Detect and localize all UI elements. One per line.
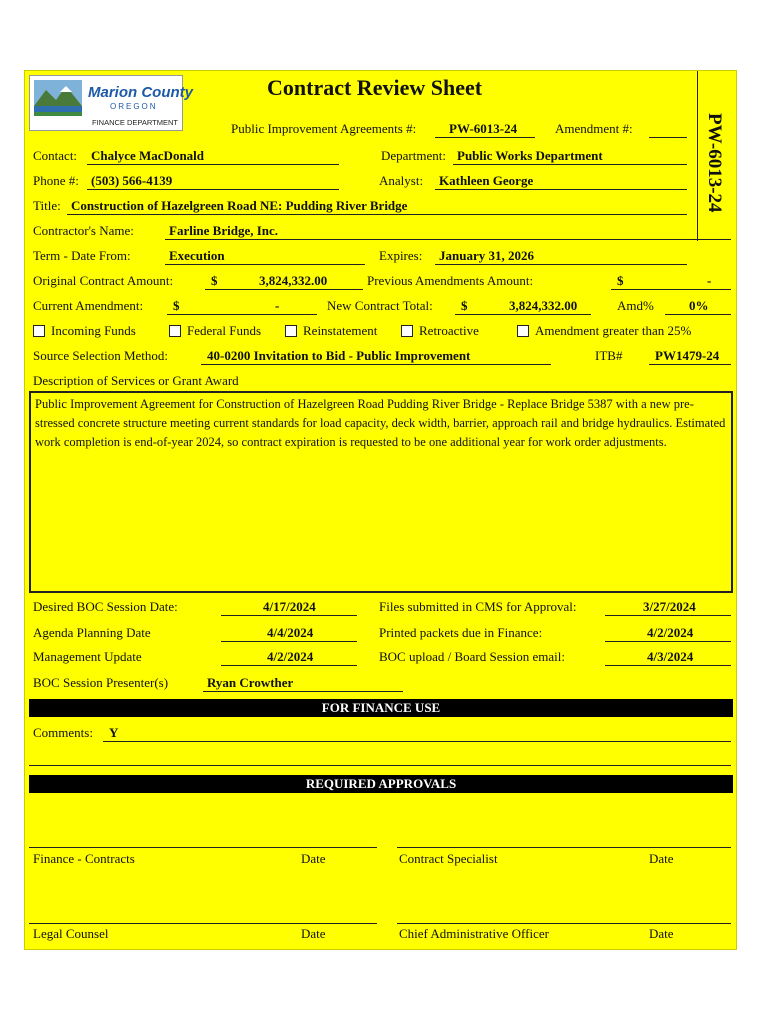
presenter-value: Ryan Crowther <box>207 675 294 690</box>
side-divider <box>697 71 699 241</box>
federal-funds-label: Federal Funds <box>187 323 262 338</box>
retroactive-label: Retroactive <box>419 323 479 338</box>
incoming-funds-label: Incoming Funds <box>51 323 136 338</box>
marion-county-logo <box>29 75 193 131</box>
comments-label: Comments: <box>33 725 93 740</box>
mgmt-label: Management Update <box>33 649 142 664</box>
contract-review-sheet <box>24 70 737 950</box>
cms-value: 3/27/2024 <box>643 599 696 614</box>
title-label: Title: <box>33 198 61 213</box>
orig-amount-label: Original Contract Amount: <box>33 273 174 288</box>
contractor-value: Farline Bridge, Inc. <box>169 223 279 238</box>
analyst-label: Analyst: <box>379 173 424 188</box>
current-currency: $ <box>173 298 180 313</box>
term-label: Term - Date From: <box>33 248 131 263</box>
required-approvals-bar: REQUIRED APPROVALS <box>29 775 733 793</box>
orig-amount-value: 3,824,332.00 <box>259 273 328 288</box>
finance-use-bar: FOR FINANCE USE <box>29 699 733 717</box>
logo-dept: FINANCE DEPARTMENT <box>92 118 178 127</box>
expires-value: January 31, 2026 <box>439 248 534 263</box>
printed-value: 4/2/2024 <box>647 625 694 640</box>
title-value: Construction of Hazelgreen Road NE: Pudding River Bridge <box>71 198 408 213</box>
boc-date-label: Desired BOC Session Date: <box>33 599 178 614</box>
comments-underline <box>103 741 731 742</box>
term-value: Execution <box>169 248 225 263</box>
legal-counsel-label: Legal Counsel <box>33 926 109 941</box>
phone-label: Phone #: <box>33 173 79 188</box>
mgmt-value: 4/2/2024 <box>267 649 314 664</box>
side-contract-id: PW-6013-24 <box>704 113 725 213</box>
cao-date-label: Date <box>649 926 674 941</box>
agenda-underline <box>221 641 357 642</box>
phone-underline <box>87 189 339 190</box>
logo-state: OREGON <box>110 102 158 111</box>
analyst-underline <box>435 189 687 190</box>
legal-date-label: Date <box>301 926 326 941</box>
agenda-label: Agenda Planning Date <box>33 625 151 640</box>
source-selection-label: Source Selection Method: <box>33 348 169 363</box>
amd-percent-value: 0% <box>689 298 709 313</box>
amendment-over-25-label: Amendment greater than 25% <box>535 323 692 338</box>
analyst-value: Kathleen George <box>439 173 534 188</box>
prev-amend-value: - <box>707 273 712 288</box>
reinstatement-label: Reinstatement <box>303 323 378 338</box>
upload-label: BOC upload / Board Session email: <box>379 649 565 664</box>
comments-value: Y <box>109 725 119 740</box>
new-total-underline <box>455 314 591 315</box>
amd-percent-label: Amd% <box>617 298 654 313</box>
printed-label: Printed packets due in Finance: <box>379 625 543 640</box>
department-underline <box>453 164 687 165</box>
specialist-date-label: Date <box>649 851 674 866</box>
current-amend-label: Current Amendment: <box>33 298 144 313</box>
description-label: Description of Services or Grant Award <box>33 373 239 388</box>
pia-underline <box>435 137 535 138</box>
boc-date-value: 4/17/2024 <box>263 599 316 614</box>
specialist-sign-line <box>397 847 731 848</box>
legal-sign-line <box>29 923 377 924</box>
new-total-value: 3,824,332.00 <box>509 298 578 313</box>
contractor-label: Contractor's Name: <box>33 223 134 238</box>
current-amend-value: - <box>275 298 280 313</box>
amendment-label: Amendment #: <box>555 121 633 136</box>
department-label: Department: <box>381 148 446 163</box>
mgmt-underline <box>221 665 357 666</box>
finance-date-label: Date <box>301 851 326 866</box>
new-total-currency: $ <box>461 298 468 313</box>
itb-underline <box>649 364 731 365</box>
pia-label: Public Improvement Agreements #: <box>231 121 417 136</box>
comments-underline-2 <box>29 765 731 766</box>
logo-name: Marion County <box>88 84 193 101</box>
cao-sign-line <box>397 923 731 924</box>
cms-label: Files submitted in CMS for Approval: <box>379 599 577 614</box>
contact-value: Chalyce MacDonald <box>91 148 205 163</box>
cms-underline <box>605 615 731 616</box>
phone-value: (503) 566-4139 <box>91 173 173 188</box>
finance-sign-line <box>29 847 377 848</box>
presenter-underline <box>203 691 403 692</box>
agenda-value: 4/4/2024 <box>267 625 314 640</box>
amendment-over-25-checkbox[interactable] <box>517 325 529 337</box>
retroactive-checkbox[interactable] <box>401 325 413 337</box>
description-text: Public Improvement Agreement for Construction of Hazelgreen Road Pudding River Bridge - Replace Bridge 5387 with a new pre-stressed concrete structure meeting current standards for load capacity, deck width, barrier, approach rail and bridge hydraulics. Estimated work completion is end-of-year 2024, so contract expiration is requested to be one additional year for work order adjustments. <box>29 391 733 593</box>
expires-label: Expires: <box>379 248 423 263</box>
itb-label: ITB# <box>595 348 623 363</box>
term-underline <box>165 264 365 265</box>
upload-underline <box>605 665 731 666</box>
prev-amend-label: Previous Amendments Amount: <box>367 273 534 288</box>
title-underline <box>67 214 687 215</box>
amendment-underline <box>649 137 687 138</box>
orig-currency: $ <box>211 273 218 288</box>
federal-funds-checkbox[interactable] <box>169 325 181 337</box>
pia-value: PW-6013-24 <box>449 121 518 136</box>
boc-date-underline <box>221 615 357 616</box>
source-underline <box>201 364 551 365</box>
incoming-funds-checkbox[interactable] <box>33 325 45 337</box>
presenter-label: BOC Session Presenter(s) <box>33 675 169 690</box>
page-title: Contract Review Sheet <box>267 75 483 100</box>
contract-specialist-label: Contract Specialist <box>399 851 498 866</box>
current-underline <box>167 314 317 315</box>
department-value: Public Works Department <box>457 148 603 163</box>
prev-underline <box>611 289 731 290</box>
cao-label: Chief Administrative Officer <box>399 926 549 941</box>
reinstatement-checkbox[interactable] <box>285 325 297 337</box>
printed-underline <box>605 641 731 642</box>
new-total-label: New Contract Total: <box>327 298 433 313</box>
contact-label: Contact: <box>33 148 78 163</box>
source-selection-value: 40-0200 Invitation to Bid - Public Improvement <box>207 348 471 363</box>
contact-underline <box>87 164 339 165</box>
amd-underline <box>665 314 731 315</box>
upload-value: 4/3/2024 <box>647 649 694 664</box>
finance-contracts-label: Finance - Contracts <box>33 851 135 866</box>
itb-value: PW1479-24 <box>655 348 720 363</box>
prev-currency: $ <box>617 273 624 288</box>
contractor-underline <box>165 239 731 240</box>
orig-underline <box>205 289 363 290</box>
expires-underline <box>435 264 687 265</box>
